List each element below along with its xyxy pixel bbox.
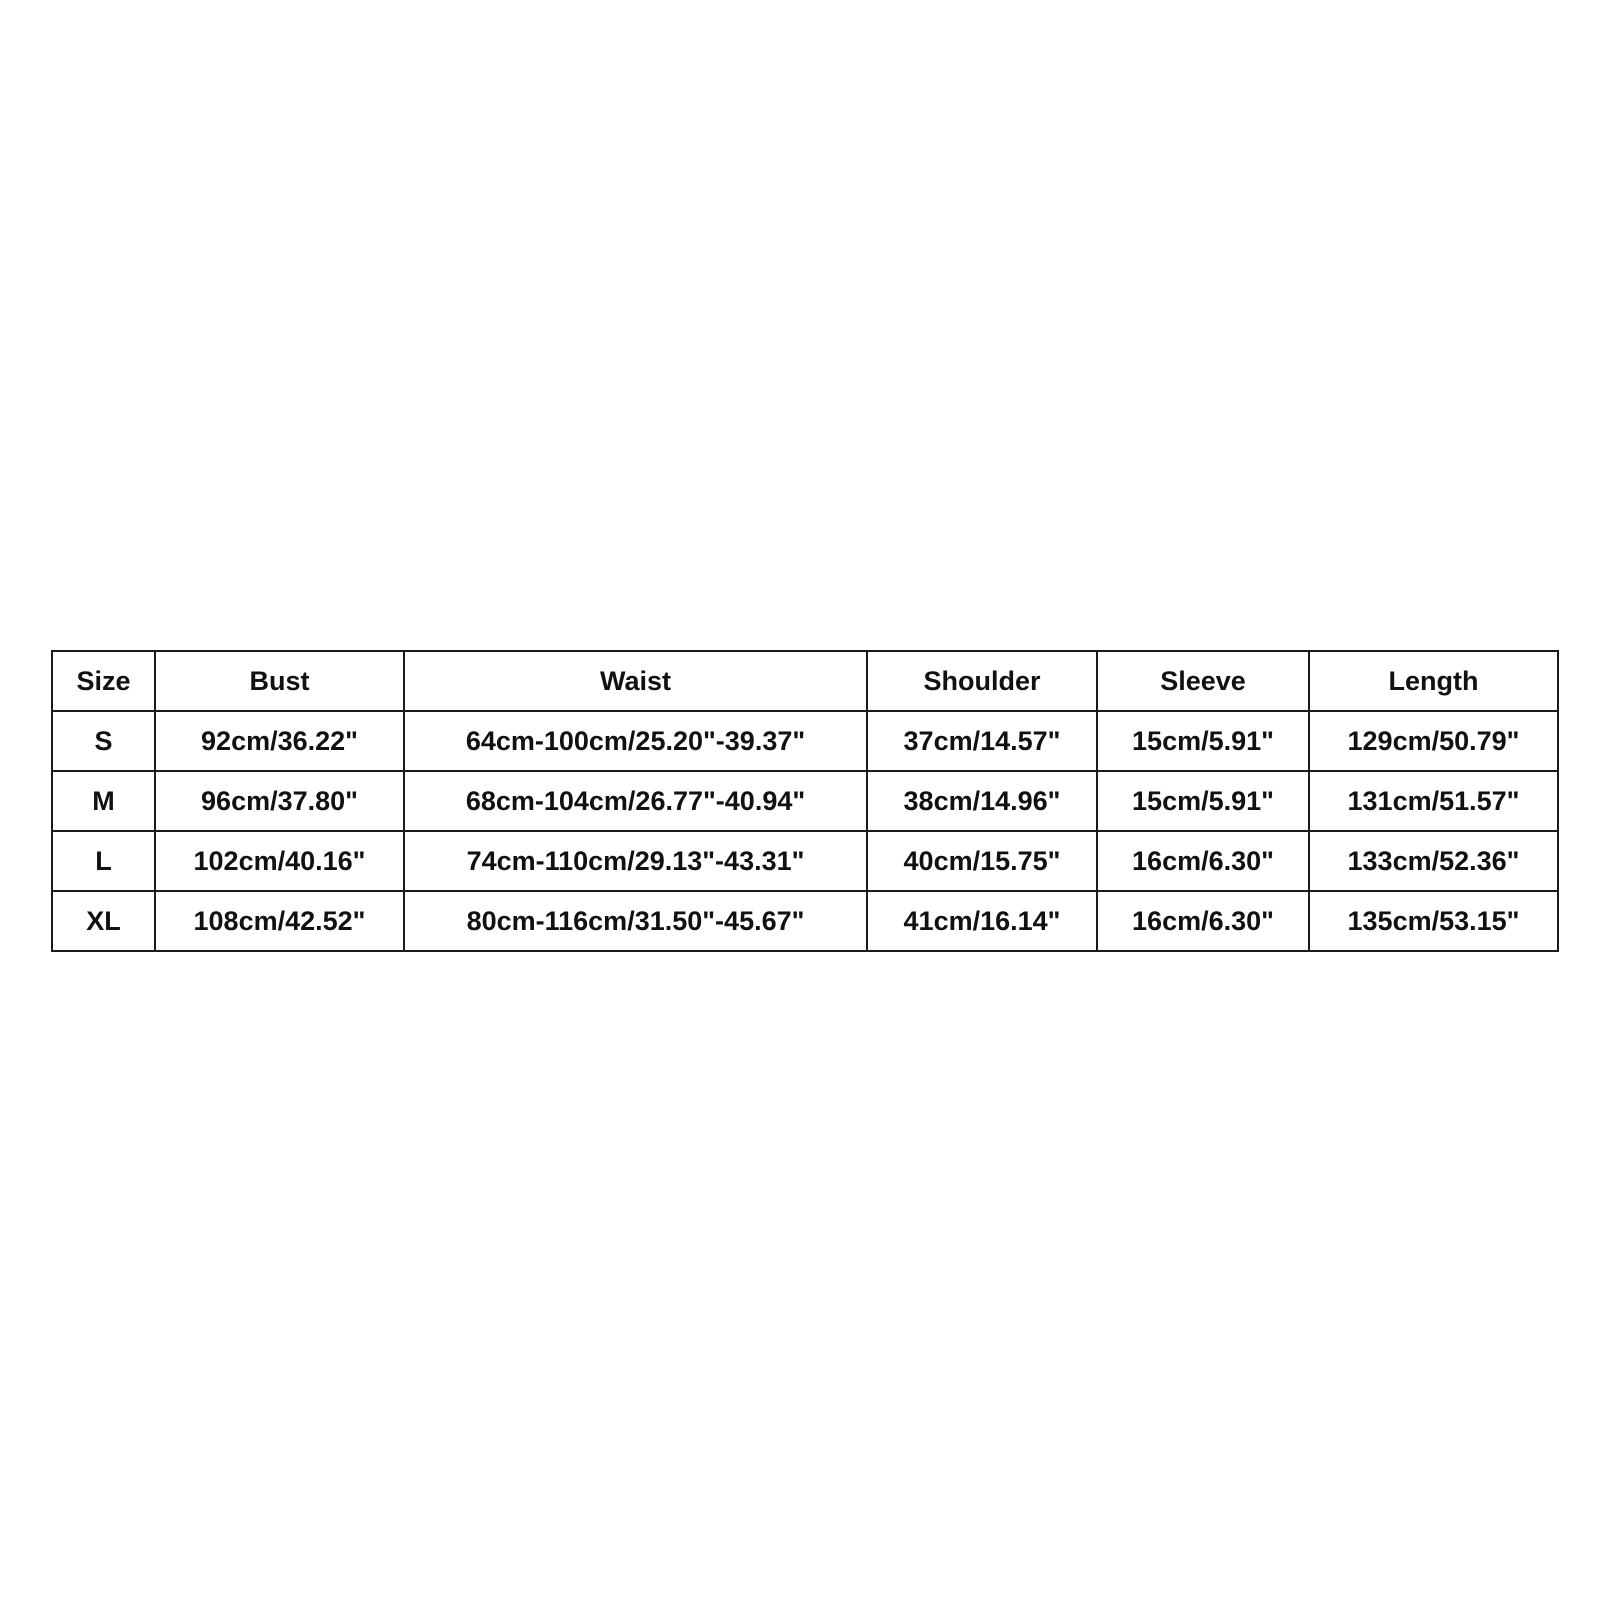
table-row <box>52 711 1558 771</box>
cell-waist: 64cm-100cm/25.20"-39.37" <box>404 711 867 771</box>
cell-sleeve: 16cm/6.30" <box>1097 831 1309 891</box>
cell-shoulder: 38cm/14.96" <box>867 771 1097 831</box>
table-row <box>52 891 1558 951</box>
cell-shoulder: 40cm/15.75" <box>867 831 1097 891</box>
cell-sleeve: 15cm/5.91" <box>1097 771 1309 831</box>
header-length: Length <box>1309 651 1558 711</box>
cell-waist: 68cm-104cm/26.77"-40.94" <box>404 771 867 831</box>
cell-size: XL <box>52 891 155 951</box>
cell-waist: 74cm-110cm/29.13"-43.31" <box>404 831 867 891</box>
cell-waist: 80cm-116cm/31.50"-45.67" <box>404 891 867 951</box>
table-body <box>52 711 1558 951</box>
cell-size: L <box>52 831 155 891</box>
header-sleeve: Sleeve <box>1097 651 1309 711</box>
cell-shoulder: 41cm/16.14" <box>867 891 1097 951</box>
cell-sleeve: 16cm/6.30" <box>1097 891 1309 951</box>
cell-length: 133cm/52.36" <box>1309 831 1558 891</box>
cell-bust: 102cm/40.16" <box>155 831 404 891</box>
cell-size: M <box>52 771 155 831</box>
table-header <box>52 651 1558 711</box>
cell-length: 129cm/50.79" <box>1309 711 1558 771</box>
header-shoulder: Shoulder <box>867 651 1097 711</box>
cell-bust: 96cm/37.80" <box>155 771 404 831</box>
cell-bust: 92cm/36.22" <box>155 711 404 771</box>
table-row <box>52 831 1558 891</box>
cell-length: 135cm/53.15" <box>1309 891 1558 951</box>
header-size: Size <box>52 651 155 711</box>
table-row <box>52 771 1558 831</box>
cell-length: 131cm/51.57" <box>1309 771 1558 831</box>
size-chart-table <box>51 650 1559 952</box>
header-bust: Bust <box>155 651 404 711</box>
header-row <box>52 651 1558 711</box>
cell-sleeve: 15cm/5.91" <box>1097 711 1309 771</box>
cell-shoulder: 37cm/14.57" <box>867 711 1097 771</box>
cell-size: S <box>52 711 155 771</box>
header-waist: Waist <box>404 651 867 711</box>
cell-bust: 108cm/42.52" <box>155 891 404 951</box>
